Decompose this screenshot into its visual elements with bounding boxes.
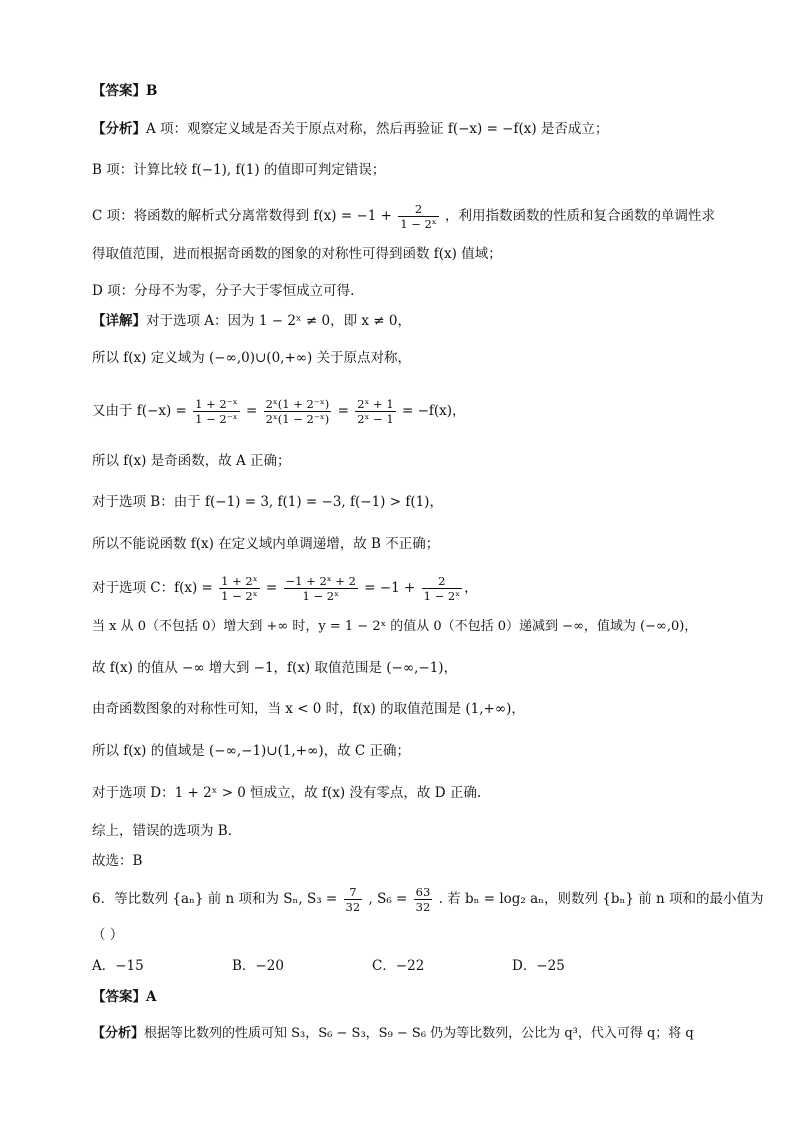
- detail-line-6: 所以不能说函数 f(x) 在定义域内单调递增，故 B 不正确；: [92, 536, 440, 552]
- detail-line-10: 由奇函数图象的对称性可知，当 x < 0 时，f(x) 的取值范围是 (1,+∞)，: [92, 701, 525, 717]
- detail-line-8: 当 x 从 0（不包括 0）增大到 +∞ 时，y = 1 − 2ˣ 的值从 0（不包括 0）递减到 −∞，值域为 (−∞,0)，: [92, 619, 698, 634]
- detail-line-11: 所以 f(x) 的值域是 (−∞,−1)∪(1,+∞)，故 C 正确；: [92, 743, 410, 759]
- detail-line-12: 对于选项 D：1 + 2ˣ > 0 恒成立，故 f(x) 没有零点，故 D 正确.: [92, 785, 482, 801]
- detail-line-5: 对于选项 B：由于 f(−1) = 3, f(1) = −3, f(−1) > f(1)，: [92, 494, 443, 510]
- option-b: B．−20: [232, 958, 284, 974]
- option-c: C．−22: [372, 958, 425, 974]
- detail-line-4: 所以 f(x) 是奇函数，故 A 正确；: [92, 453, 291, 469]
- analysis-line-b: B 项：计算比较 f(−1), f(1) 的值即可判定错误；: [92, 162, 386, 178]
- analysis-line-c2: 得取值范围，进而根据奇函数的图象的对称性可得到函数 f(x) 值域；: [92, 246, 502, 262]
- analysis-line-6: 【分析】根据等比数列的性质可知 S₃，S₆ − S₃，S₉ − S₆ 仍为等比数列，公比为 q³，代入可得 q；将 q: [92, 1026, 694, 1041]
- question-6-stem: 6．等比数列 {aₙ} 前 n 项和为 Sₙ, S₃ = $\frac{7}{32}$ , S₆ = $\frac{63}{32}$ . 若 bₙ = log₂ aₙ，则数列 {bₙ} 前 n 项和的最小值为: [92, 885, 764, 914]
- choice-line: 故选：B: [92, 853, 143, 869]
- analysis-line-d: D 项：分母不为零，分子大于零恒成立可得.: [92, 283, 355, 299]
- fraction: $\frac{\text{−1 + 2ˣ + 2}}{\text{1 − 2ˣ}}$: [285, 574, 356, 603]
- fraction: $\frac{\text{1 + 2⁻ˣ}}{\text{1 − 2⁻ˣ}}$: [195, 397, 238, 426]
- option-a: A．−15: [92, 958, 144, 974]
- detail-line-2: 所以 f(x) 定义域为 (−∞,0)∪(0,+∞) 关于原点对称，: [92, 350, 412, 366]
- detail-line-9: 故 f(x) 的值从 −∞ 增大到 −1，f(x) 取值范围是 (−∞,−1)，: [92, 660, 458, 676]
- analysis-line-c: C 项：将函数的解析式分离常数得到 f(x) = −1 + $\frac{2}{\text{1 − 2ˣ}}$ ，利用指数函数的性质和复合函数的单调性求: [92, 202, 716, 231]
- question-6-bracket: （ ）: [92, 927, 124, 943]
- fraction: $\frac{\text{2ˣ + 1}}{\text{2ˣ − 1}}$: [357, 397, 394, 426]
- fraction: $\frac{\text{2ˣ(1 + 2⁻ˣ)}}{\text{2ˣ(1 − 2⁻ˣ)}}$: [265, 397, 330, 426]
- summary-line: 综上，错误的选项为 B.: [92, 823, 233, 839]
- analysis-line-a: 【分析】A 项：观察定义域是否关于原点对称，然后再验证 f(−x) = −f(x) 是否成立；: [92, 121, 609, 137]
- detail-line-3: 又由于 f(−x) = $\frac{\text{1 + 2⁻ˣ}}{\text{1 − 2⁻ˣ}}$ = $\frac{\text{2ˣ(1 + 2⁻ˣ)}}{\text{2ˣ(1 − 2⁻ˣ)}}$ = $\frac{\text{2ˣ + 1}}{\text{2ˣ − 1}}$ = −f(x)，: [92, 397, 466, 426]
- question-6-options: [92, 956, 652, 976]
- fraction: $\frac{\text{1 + 2ˣ}}{\text{1 − 2ˣ}}$: [221, 574, 258, 603]
- option-d: D．−25: [512, 958, 565, 974]
- fraction: $\frac{7}{32}$: [345, 885, 361, 914]
- answer-line: 【答案】B: [92, 83, 158, 99]
- fraction: $\frac{2}{\text{1 − 2ˣ}}$: [400, 202, 437, 231]
- fraction: $\frac{2}{\text{1 − 2ˣ}}$: [423, 574, 461, 603]
- answer-line-6: 【答案】A: [92, 989, 157, 1005]
- detail-line-1: 【详解】对于选项 A：因为 1 − 2ˣ ≠ 0，即 x ≠ 0，: [92, 313, 411, 329]
- fraction: $\frac{63}{32}$: [415, 885, 431, 914]
- detail-line-7: 对于选项 C：f(x) = $\frac{\text{1 + 2ˣ}}{\text{1 − 2ˣ}}$ = $\frac{\text{−1 + 2ˣ + 2}}{\text{1 − 2ˣ}}$ = −1 + $\frac{2}{\text{1 − 2ˣ}}$ ，: [92, 574, 478, 603]
